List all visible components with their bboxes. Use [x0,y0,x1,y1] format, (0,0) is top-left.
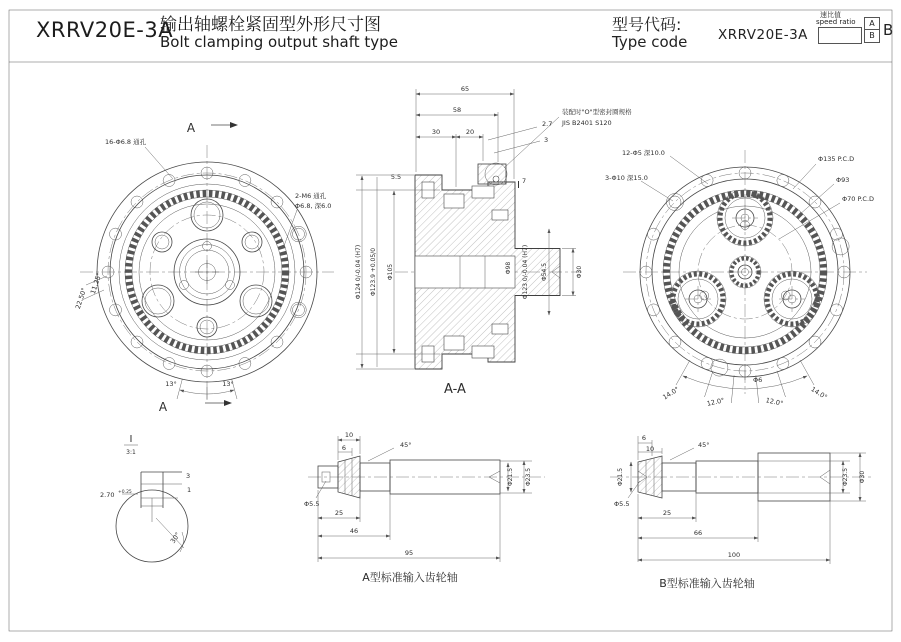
section-view [355,85,632,397]
dia-21-5: Φ21.5 [507,467,514,487]
input-gear-section [478,164,506,184]
angle-dim-1125: 11.25° [88,271,104,296]
model-number: XRRV20E-3A [36,18,174,42]
dia-pcd70: Φ70 P.C.D [842,195,875,203]
oring-note-line2: JIS B2401 S120 [562,119,612,127]
shaft-b-view [610,434,872,590]
type-suffix: B [883,21,894,39]
angle-45: 45° [698,441,710,449]
rear-bottom-angles [661,360,828,408]
dim-58: 58 [452,106,462,114]
shaft-a-caption: A型标准输入齿轮轴 [362,571,458,584]
note-m6-line2: Φ6.8, 深6.0 [295,202,332,210]
type-code-label-zh: 型号代码: [612,15,682,34]
angle-dim-2250: 22.50° [73,286,89,311]
shaft-a-view [304,431,545,584]
detail-mark: I [517,180,520,191]
rear-view [605,149,874,408]
note-16-holes: 16-Φ6.8 通孔 [105,138,147,146]
dim-6: 6 [641,434,647,442]
angle-12-right: 12.0° [764,396,784,408]
dim-1: 1 [187,486,192,494]
angle-dim-13-left: 13° [165,380,177,388]
angle-dim-13-right: 13° [222,380,234,388]
angle-14-left: 14.0° [661,385,681,402]
type-code-label-en: Type code [612,33,688,51]
oring-note-line1: 装配时"O"型密封圈规格 [562,108,632,116]
detail-label: I [129,434,133,445]
angle-12-left: 12.0° [706,396,726,408]
dia-93: Φ93 [836,176,850,184]
dim-5-5: 5.5 [390,173,402,181]
angle-14-right: 14.0° [809,385,829,402]
dia-tap-5-5: Φ5.5 [304,500,320,508]
dim-25: 25 [662,509,672,517]
dia-pcd135: Φ135 P.C.D [818,155,855,163]
dia-bore-left: Φ123.9 +0.05/0 [370,247,377,297]
dim-20: 20 [465,128,475,136]
dim-25: 25 [334,509,344,517]
dia-pilot-left: Φ124 0/-0.04 (H7) [355,244,362,300]
dia-54-5: Φ54.5 [541,262,548,282]
section-arrow-icon [224,400,232,406]
dim-30: 30 [431,128,441,136]
section-label: A-A [444,382,466,397]
dim-10: 10 [344,431,354,439]
view-arrow-top [187,121,238,135]
dim-groove: 2.70 [100,491,115,499]
dia-30: Φ30 [859,470,866,484]
dim-3: 3 [186,472,191,480]
section-arrow-icon [230,122,238,128]
dia-6: Φ6 [753,376,763,384]
speed-ratio-label-en: speed ratio [816,18,856,26]
dim-66: 66 [693,529,703,537]
dim-46: 46 [349,527,359,535]
dia-98: Φ98 [505,261,512,275]
dia-30: Φ30 [576,265,583,279]
title-english: Bolt clamping output shaft type [160,33,398,51]
dim-10: 10 [645,445,655,453]
view-arrow-bottom [159,400,232,414]
view-label-a-bottom: A [158,400,168,414]
groove-profile [141,472,182,522]
dia-21-5: Φ21.5 [617,467,624,487]
dim-7: 7 [522,177,527,185]
dia-tap-5-5: Φ5.5 [614,500,630,508]
detail-scale: 3:1 [126,449,136,456]
dim-65: 65 [460,85,470,93]
dia-pilot-right: Φ123 0/-0.04 (H7) [522,244,529,300]
note-12-phi5: 12-Φ5 深10.0 [622,149,665,157]
type-code-value: XRRV20E-3A [718,27,808,43]
shaft-a-dims [304,431,532,562]
speed-ratio-label-zh: 速比值 [820,11,841,19]
dia-105: Φ105 [387,263,394,281]
note-m6-line1: 2-M6 通孔 [295,192,327,200]
section-top-dims [391,85,553,187]
dim-95: 95 [404,549,414,557]
ab-cell-b: B [869,31,875,40]
view-label-a-top: A [186,121,196,135]
shaft-b-caption: B型标准输入齿轮轴 [659,577,755,590]
title-chinese: 输出轴螺栓紧固型外形尺寸图 [160,15,381,35]
dim-3: 3 [544,136,549,144]
ab-cell-a: A [865,18,879,30]
note-3-phi10: 3-Φ10 深15.0 [605,174,648,182]
front-view [74,121,334,414]
dim-groove-tol: +0.25 [118,490,132,495]
dia-23-5: Φ23.5 [842,467,849,487]
dia-23-5: Φ23.5 [525,467,532,487]
detail-view [100,434,191,562]
shaft-b-dims [614,434,866,564]
dim-6: 6 [341,444,347,452]
dim-2-7: 2.7 [542,120,553,128]
dim-100: 100 [727,551,741,559]
angle-30: 30° [168,530,182,545]
angle-45: 45° [400,441,412,449]
